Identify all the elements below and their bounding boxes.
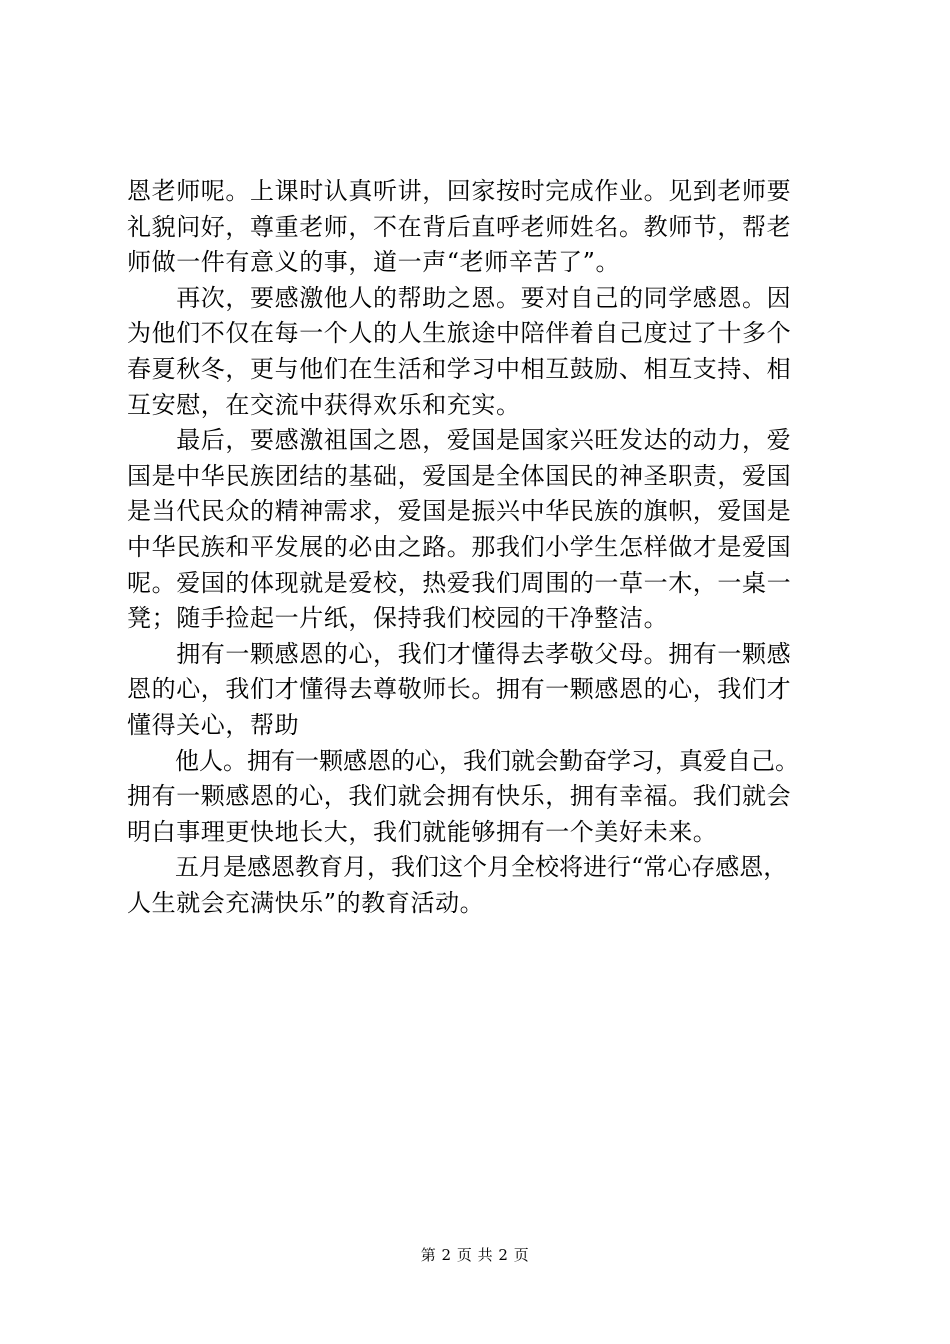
text-line: 懂得关心，帮助 xyxy=(127,710,300,739)
text-line: 师做一件有意义的事，道一声“老师辛苦了”。 xyxy=(127,248,621,277)
text-line: 明白事理更快地长大，我们就能够拥有一个美好未来。 xyxy=(127,817,718,846)
text-line: 再次，要感激他人的帮助之恩。要对自己的同学感恩。因 xyxy=(127,283,792,312)
page-number-footer: 第 2 页 共 2 页 xyxy=(420,1246,530,1264)
text-line: 他人。拥有一颗感恩的心，我们就会勤奋学习，真爱自己。 xyxy=(127,746,799,775)
text-line: 为他们不仅在每一个人的人生旅途中陪伴着自己度过了十多个 xyxy=(127,319,792,348)
text-line: 恩的心，我们才懂得去尊敬师长。拥有一颗感恩的心，我们才 xyxy=(127,675,792,704)
text-line: 拥有一颗感恩的心，我们才懂得去孝敬父母。拥有一颗感 xyxy=(127,639,792,668)
text-line: 国是中华民族团结的基础，爱国是全体国民的神圣职责，爱国 xyxy=(127,461,792,490)
text-line: 呢。爱国的体现就是爱校，热爱我们周围的一草一木，一桌一 xyxy=(127,568,792,597)
body-text xyxy=(127,174,827,921)
text-line: 是当代民众的精神需求，爱国是振兴中华民族的旗帜，爱国是 xyxy=(127,497,792,526)
text-line: 五月是感恩教育月，我们这个月全校将进行“常心存感恩， xyxy=(127,853,788,882)
text-line: 拥有一颗感恩的心，我们就会拥有快乐，拥有幸福。我们就会 xyxy=(127,782,792,811)
text-line: 礼貌问好，尊重老师，不在背后直呼老师姓名。教师节，帮老 xyxy=(127,212,792,241)
text-line: 最后，要感激祖国之恩，爱国是国家兴旺发达的动力，爱 xyxy=(127,426,792,455)
text-line: 中华民族和平发展的必由之路。那我们小学生怎样做才是爱国 xyxy=(127,532,792,561)
text-line: 互安慰，在交流中获得欢乐和充实。 xyxy=(127,390,521,419)
text-line: 凳；随手捡起一片纸，保持我们校园的干净整洁。 xyxy=(127,604,669,633)
text-line: 人生就会充满快乐”的教育活动。 xyxy=(127,888,485,917)
text-line: 恩老师呢。上课时认真听讲，回家按时完成作业。见到老师要 xyxy=(127,177,792,205)
text-line: 春夏秋冬，更与他们在生活和学习中相互鼓励、相互支持、相 xyxy=(127,354,792,383)
